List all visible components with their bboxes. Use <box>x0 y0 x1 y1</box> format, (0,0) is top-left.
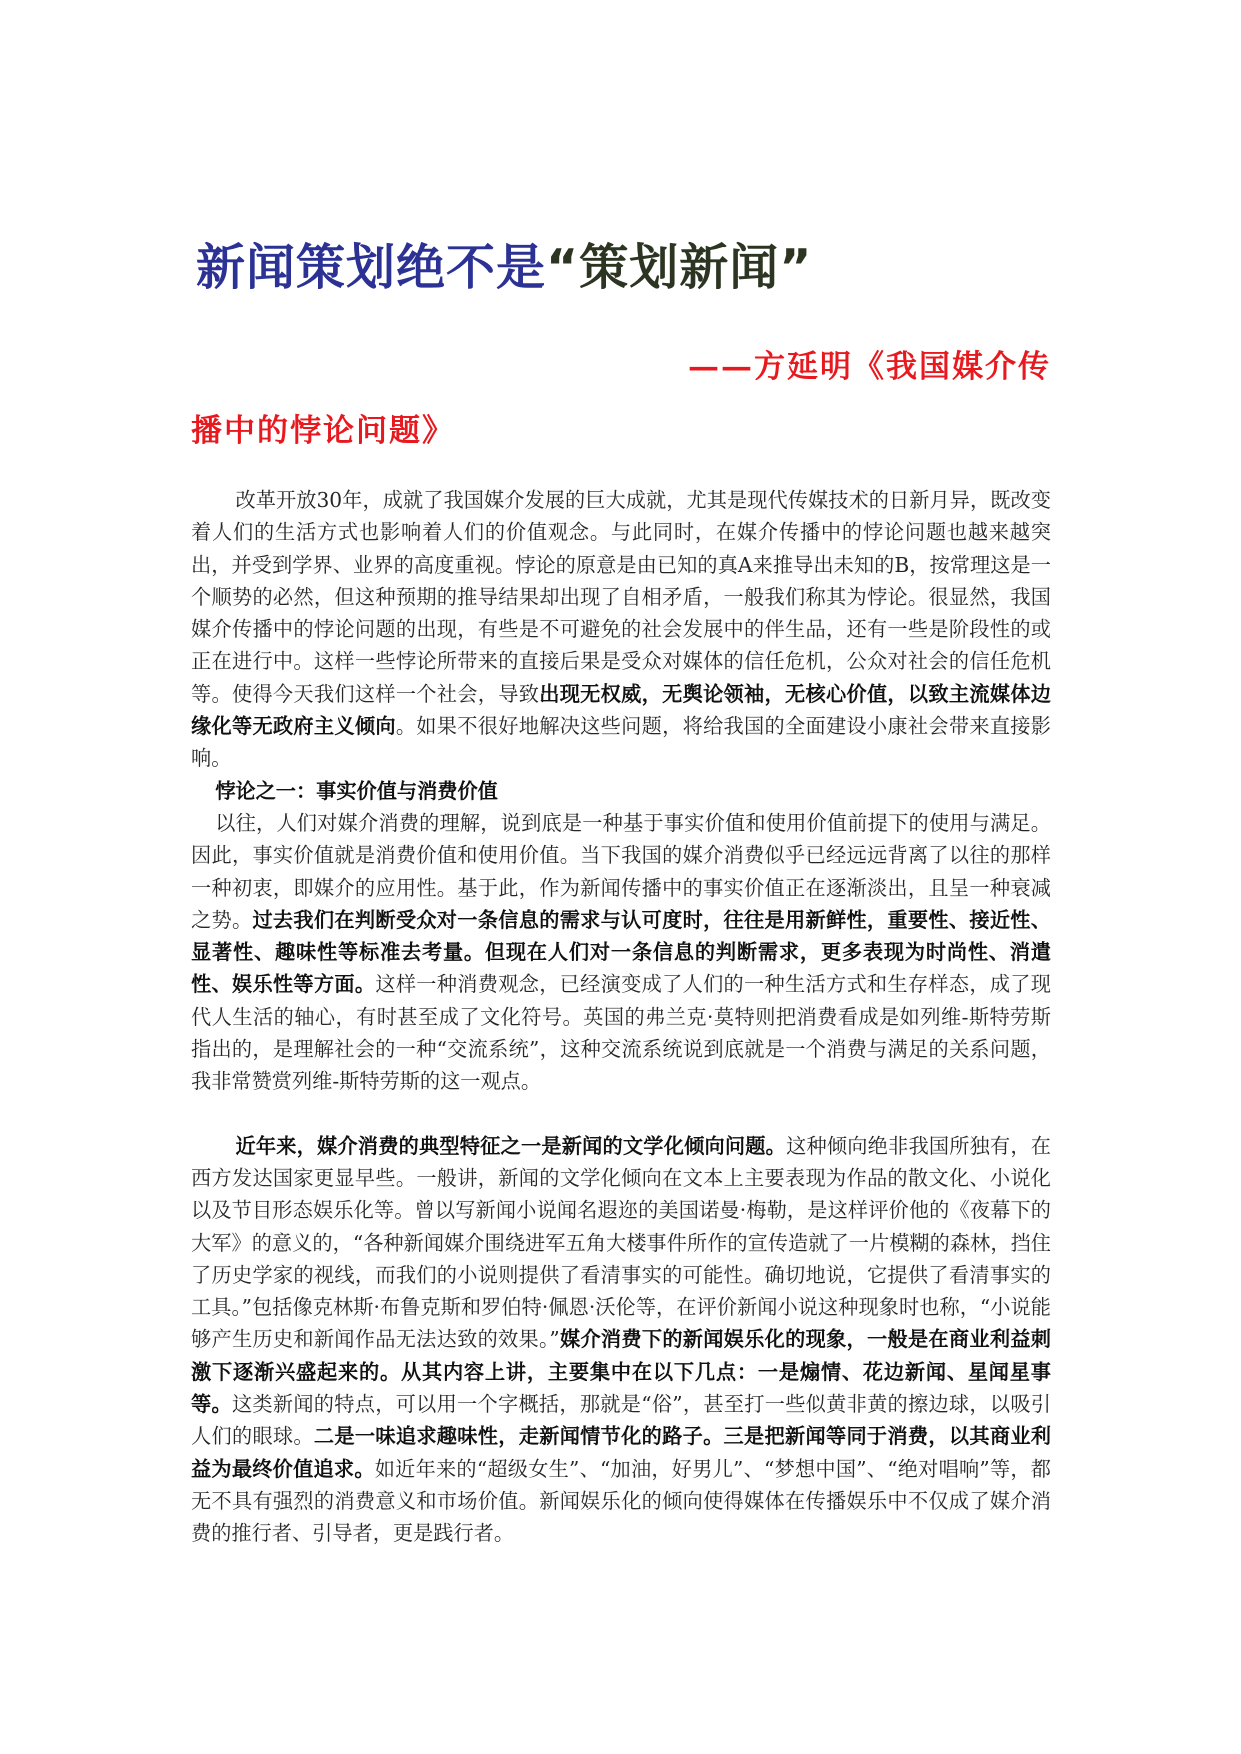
section-heading: 悖论之一：事实价值与消费价值 <box>215 778 498 803</box>
p2-text-1: 以往，人们对媒介消费的理解，说到底是一种基于事实价值和使用价值前提下的使用与满足。因此，事实价值就是消费价值和使用价值。当下我国的媒介消费似乎已经远远背离了以往的那样一种初衷，即媒介的应用性。基于此，作为新闻传播中的事实价值正在逐渐淡出，且呈一种衰减之势。 <box>191 810 1051 932</box>
p3-text-1: 这种倾向绝非我国所独有，在西方发达国家更显早些。一般讲，新闻的文学化倾向在文本上主要表现为作品的散文化、小说化以及节目形态娱乐化等。曾以写新闻小说闻名遐迩的美国诺曼·梅勒，是这样评价他的《夜幕下的大军》的意义的，“各种新闻媒介围绕进军五角大楼事件所作的宣传造就了一片模糊的森林，挡住了历史学家的视线，而我们的小说则提供了看清事实的可能性。确切地说，它提供了看清事实的工具。”包括像克林斯·布鲁克斯和罗伯特·佩恩·沃伦等，在评价新闻小说这种现象时也称，“小说能够产生历史和新闻作品无法达致的效果。” <box>191 1133 1051 1352</box>
p2-text-2: 这样一种消费观念，已经演变成了人们的一种生活方式和生存样态，成了现代人生活的轴心，有时甚至成了文化符号。英国的弗兰克·莫特则把消费看成是如列维-斯特劳斯指出的，是理解社会的一种“交流系统”，这种交流系统说到底就是一个消费与满足的关系问题，我非常赞赏列维-斯特劳斯的这一观点。 <box>191 972 1051 1094</box>
p1-bold-1: 出现无权威，无舆论领袖，无核心价值，以致主流媒体边缘化等无政府主义倾向 <box>191 681 1051 739</box>
article-body <box>191 484 1051 1550</box>
subtitle-line-1: ——方延明《我国媒介传 <box>688 349 1051 385</box>
paragraph-3 <box>191 1130 1051 1550</box>
p2-bold-1: 过去我们在判断受众对一条信息的需求与认可度时，往往是用新鲜性，重要性、接近性、显著性、趣味性等标准去考量。但现在人们对一条信息的判断需求，更多表现为时尚性、消遣性、娱乐性等方面。 <box>191 907 1051 997</box>
p3-text-3: 如近年来的“超级女生”、“加油，好男儿”、“梦想中国”、“绝对唱响”等，都无不具有强烈的消费意义和市场价值。新闻娱乐化的倾向使得媒体在传播娱乐中不仅成了媒介消费的推行者、引导者，更是践行者。 <box>191 1456 1051 1546</box>
title-part-2: “策划新闻” <box>546 239 813 296</box>
p3-bold-2: 媒介消费下的新闻娱乐化的现象，一般是在商业利益刺激下逐渐兴盛起来的。从其内容上讲，主要集中在以下几点：一是煽情、花边新闻、星闻星事等。 <box>191 1327 1051 1417</box>
paragraph-1 <box>191 484 1051 775</box>
subtitle-line-2: 播中的悖论问题》 <box>191 413 455 449</box>
title-part-1: 新闻策划绝不是 <box>196 239 547 296</box>
p3-bold-3: 二是一味追求趣味性，走新闻情节化的路子。三是把新闻等同于消费，以其商业利益为最终价值追求。 <box>191 1424 1051 1481</box>
page-title <box>196 238 812 298</box>
p3-text-2: 这类新闻的特点，可以用一个字概括，那就是“俗”，甚至打一些似黄非黄的擦边球，以吸引人们的眼球。 <box>191 1392 1051 1449</box>
p3-bold-1: 近年来，媒介消费的典型特征之一是新闻的文学化倾向问题。 <box>235 1133 787 1158</box>
p1-text-1: 改革开放30年，成就了我国媒介发展的巨大成就，尤其是现代传媒技术的日新月异，既改变着人们的生活方式也影响着人们的价值观念。与此同时，在媒介传播中的悖论问题也越来越突出，并受到学界、业界的高度重视。悖论的原意是由已知的真A来推导出未知的B，按常理这是一个顺势的必然，但这种预期的推导结果却出现了自相矛盾，一般我们称其为悖论。很显然，我国媒介传播中的悖论问题的出现，有些是不可避免的社会发展中的伴生品，还有一些是阶段性的或正在进行中。这样一些悖论所带来的直接后果是受众对媒体的信任危机，公众对社会的信任危机等。使得今天我们这样一个社会，导致 <box>191 488 1051 706</box>
paragraph-gap <box>191 1098 1051 1130</box>
p1-text-2: 。如果不很好地解决这些问题，将给我国的全面建设小康社会带来直接影响。 <box>191 714 1051 771</box>
paragraph-2 <box>191 807 1051 1098</box>
